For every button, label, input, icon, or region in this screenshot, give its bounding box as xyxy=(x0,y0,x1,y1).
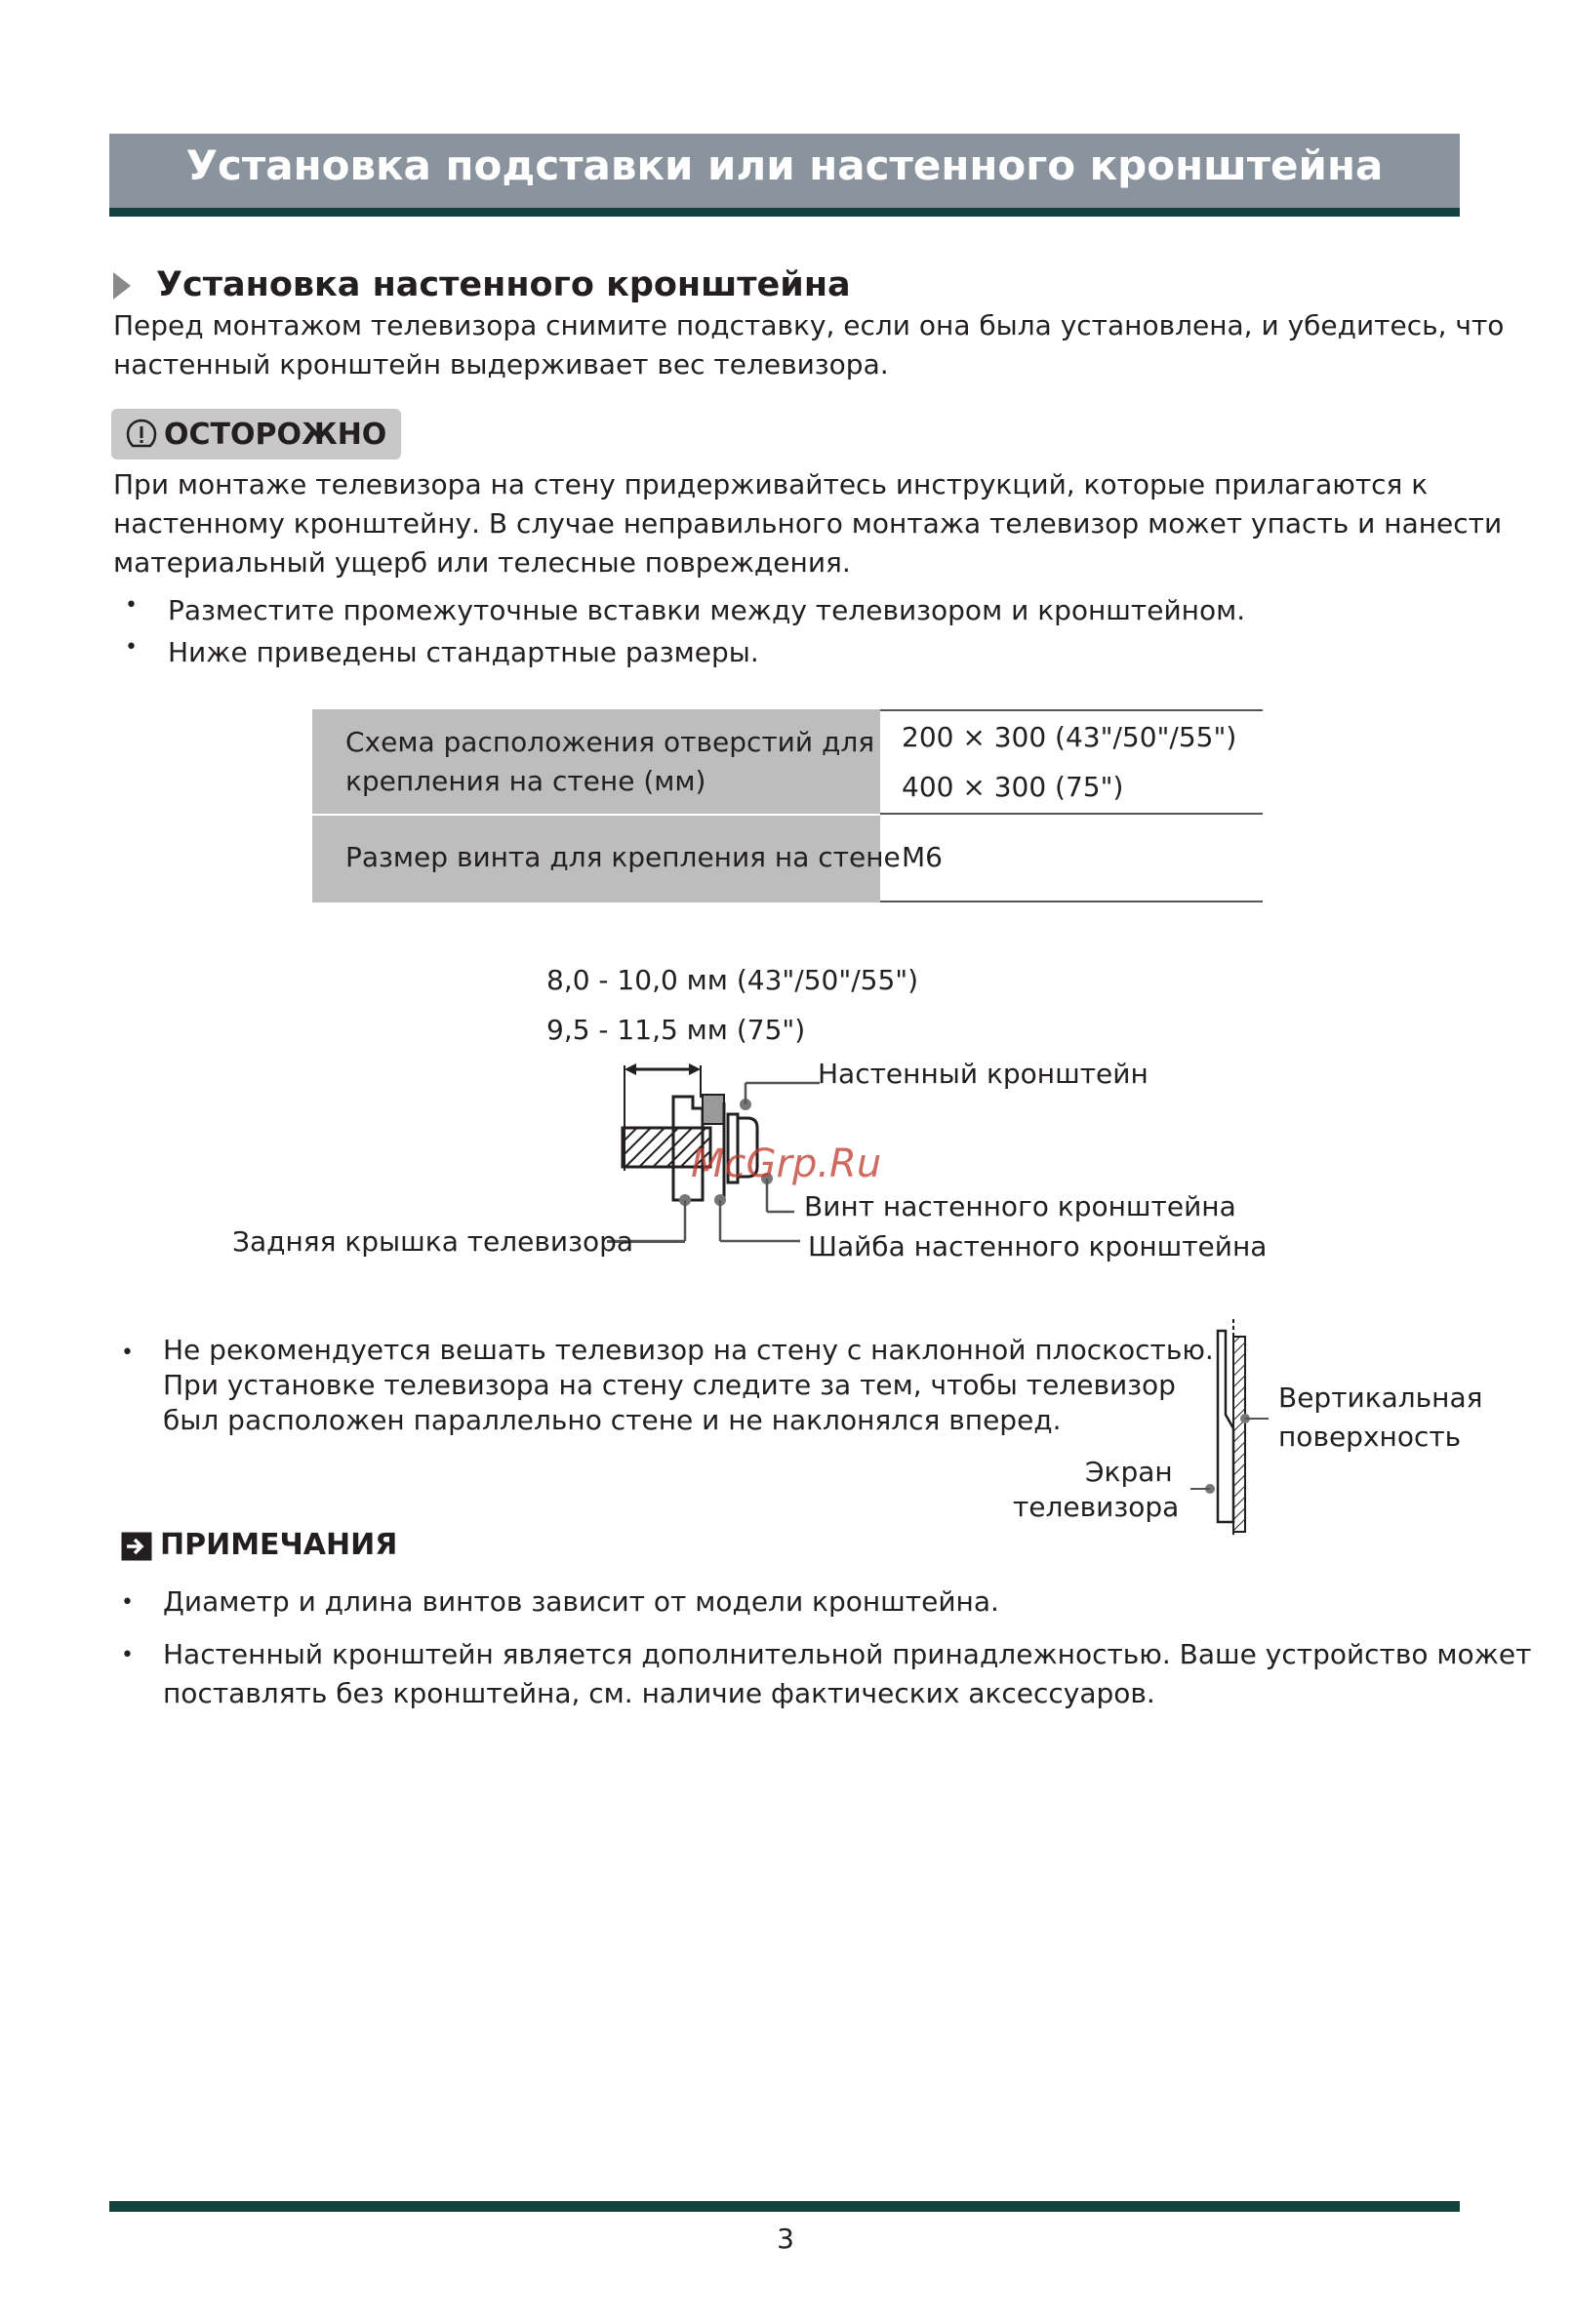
table-row2-value: M6 xyxy=(902,841,943,873)
table-rule xyxy=(880,901,1263,902)
back-cover-label: Задняя крышка телевизора xyxy=(232,1225,634,1258)
note-item-2-line-1: Настенный кронштейн является дополнительной принадлежностью. Ваше устройство может xyxy=(163,1638,1532,1670)
bullet-dot: • xyxy=(121,1643,134,1667)
table-rule xyxy=(880,709,1263,711)
dimensions-table xyxy=(312,709,1263,902)
table-row1-label-line-2: крепления на стене (мм) xyxy=(345,765,706,797)
tv-screen-label-1: Экран xyxy=(1085,1456,1173,1488)
tv-screen-label-2: телевизора xyxy=(1013,1491,1180,1523)
page-title: Установка подставки или настенного кронштейна xyxy=(109,134,1460,217)
caution-bullet-2: Ниже приведены стандартные размеры. xyxy=(168,636,759,668)
caution-badge xyxy=(111,409,401,460)
dimension-label-2: 9,5 - 11,5 мм (75") xyxy=(546,1014,806,1046)
dimension-label-1: 8,0 - 10,0 мм (43"/50"/55") xyxy=(546,964,919,996)
table-row1-value-line-2: 400 × 300 (75") xyxy=(902,771,1124,803)
vertical-surface-label-2: поверхность xyxy=(1278,1421,1462,1453)
bullet-dot: • xyxy=(121,1590,134,1615)
bullet-dot: • xyxy=(125,635,138,660)
wall-diagram xyxy=(1190,1319,1278,1536)
section-heading: Установка настенного кронштейна xyxy=(156,265,851,304)
footer-rule xyxy=(109,2201,1460,2212)
intro-line-2: настенный кронштейн выдерживает вес телевизора. xyxy=(113,348,889,381)
intro-line-1: Перед монтажом телевизора снимите подставку, если она была установлена, и убедитесь, что xyxy=(113,309,1505,341)
note-item-1: Диаметр и длина винтов зависит от модели кронштейна. xyxy=(163,1585,999,1618)
caution-label: ОСТОРОЖНО xyxy=(164,417,387,452)
table-row1-value-line-1: 200 × 300 (43"/50"/55") xyxy=(902,721,1237,753)
bullet-dot: • xyxy=(121,1341,134,1365)
caution-line-1: При монтаже телевизора на стену придерживайтесь инструкций, которые прилагаются к xyxy=(113,468,1429,501)
bracket-label: Настенный кронштейн xyxy=(818,1058,1149,1090)
watermark: McGrp.Ru xyxy=(691,1142,882,1186)
table-row2-label: Размер винта для крепления на стене xyxy=(345,841,901,873)
caution-line-2: настенному кронштейну. В случае неправильного монтажа телевизор может упасть и нанести xyxy=(113,507,1503,540)
page-number: 3 xyxy=(777,2223,794,2255)
wall-note-line-3: был расположен параллельно стене и не наклонялся вперед. xyxy=(163,1404,1062,1436)
vertical-surface-label-1: Вертикальная xyxy=(1278,1382,1483,1414)
wall-note-line-2: При установке телевизора на стену следите за тем, чтобы телевизор xyxy=(163,1369,1176,1401)
caution-bullet-1: Разместите промежуточные вставки между телевизором и кронштейном. xyxy=(168,594,1246,626)
note-item-2-line-2: поставлять без кронштейна, см. наличие фактических аксессуаров. xyxy=(163,1677,1155,1709)
washer-label: Шайба настенного кронштейна xyxy=(808,1230,1268,1262)
table-rule xyxy=(880,813,1263,815)
caution-line-3: материальный ущерб или телесные повреждения. xyxy=(113,546,851,579)
section-arrow-icon xyxy=(113,272,131,300)
bullet-dot: • xyxy=(125,593,138,618)
warning-icon xyxy=(125,418,158,451)
screw-label: Винт настенного кронштейна xyxy=(804,1190,1236,1222)
note-arrow-icon xyxy=(121,1532,154,1561)
table-row1-label-line-1: Схема расположения отверстий для xyxy=(345,726,875,758)
notes-heading: ПРИМЕЧАНИЯ xyxy=(160,1528,398,1562)
wall-note-line-1: Не рекомендуется вешать телевизор на стену с наклонной плоскостью. xyxy=(163,1334,1214,1366)
